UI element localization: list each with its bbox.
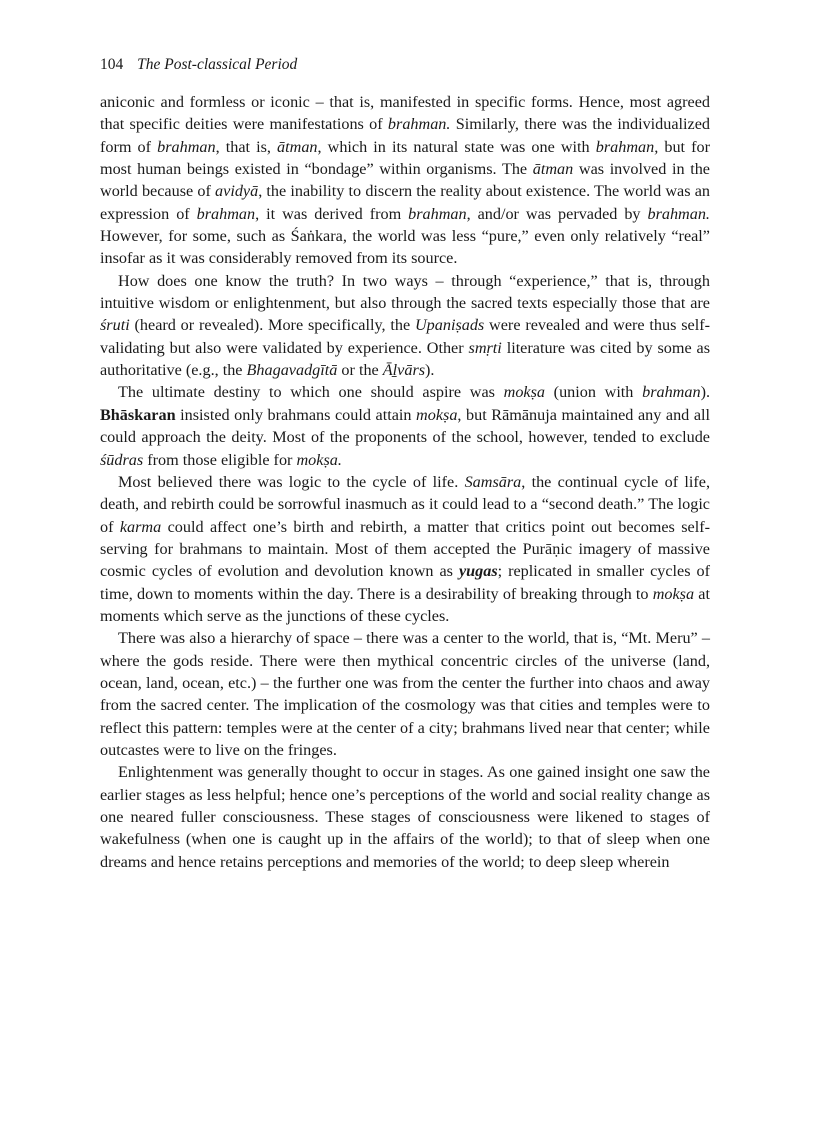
text-run: , the continual cycle of life, death, and rebirth could be sorrowful inasmuch as it could lead to a “second death.” The logic of <box>100 472 711 536</box>
text-run: There was also a hierarchy of space – there was a center to the world, that is, “Mt. Meru” – where the gods reside. There were then mythical concentric circles of the universe (land, ocean, land, ocean, etc.) – the further one was from the center the further into chaos and away from the sacred center. The implication of the cosmology was that cities and temples were to reflect this pattern: temples were at the center of a city; brahmans lived near that center; while outcastes were to live on the fringes. <box>100 629 710 759</box>
running-title: The Post-classical Period <box>137 56 298 73</box>
text-run-italic: brahman, <box>595 137 659 156</box>
text-run: (heard or revealed). More specifically, the <box>129 316 415 335</box>
text-run-italic: ātman <box>532 160 574 179</box>
book-page <box>100 54 710 873</box>
text-run-italic: mokṣa <box>503 383 545 402</box>
paragraph <box>100 270 710 382</box>
text-run: at moments which serve as the junctions of these cycles. <box>100 584 710 625</box>
body-text <box>100 91 710 873</box>
text-run-italic: avidyā <box>215 182 259 201</box>
paragraph <box>100 471 710 627</box>
text-run-italic: Bhagavadgītā <box>246 361 338 380</box>
text-run: from those eligible for <box>143 450 297 469</box>
text-run-italic: brahman <box>642 383 701 402</box>
text-run-italic: mokṣa <box>416 405 458 424</box>
text-run-italic: brahman. <box>387 115 451 134</box>
paragraph <box>100 627 710 761</box>
text-run: (union with <box>545 383 643 402</box>
text-run-italic: Āḻvārs <box>382 361 426 380</box>
text-run-bold-italic: yugas <box>458 562 498 581</box>
text-run: Similarly, there was the individualized form of <box>100 115 711 156</box>
text-run: insisted only brahmans could attain <box>175 405 417 424</box>
page-number: 104 <box>100 56 124 73</box>
text-run: or the <box>337 361 383 380</box>
text-run: , the inability to discern the reality about existence. The world was an expression of <box>100 182 710 223</box>
text-run-italic: mokṣa <box>652 584 695 603</box>
text-run: , but Rāmānuja maintained any and all could approach the deity. Most of the proponents of the school, however, tended to exclude <box>100 405 710 447</box>
text-run-italic: brahman <box>157 137 216 156</box>
text-run-italic: karma <box>119 517 162 536</box>
text-run: ). <box>425 361 435 380</box>
text-run-italic: śūdras <box>100 450 144 469</box>
text-run-italic: brahman <box>196 204 256 223</box>
running-head <box>100 54 710 76</box>
text-run-italic: Samsāra <box>464 472 522 491</box>
text-run: literature was cited by some as authoritative (e.g., the <box>100 338 710 380</box>
text-run: were revealed and were thus self-validating but also were validated by experience. Other <box>100 316 710 357</box>
text-run: Most believed there was logic to the cycle of life. <box>118 472 465 491</box>
text-run: but for most human beings existed in “bondage” within organisms. The <box>100 137 711 179</box>
text-run: aniconic and formless or iconic – that is, manifested in specific forms. Hence, most agreed that specific deities were manifestations of <box>100 93 710 134</box>
text-run-italic: mokṣa. <box>296 450 342 469</box>
text-run: Enlightenment was generally thought to occur in stages. As one gained insight one saw the earlier stages as less helpful; hence one’s perceptions of the world and social reality change as one neared fuller consciousness. These stages of consciousness were likened to stages of wakefulness (when one is caught up in the affairs of the world); to that of sleep when one dreams and hence retains perceptions and memories of the world; to deep sleep wherein <box>100 763 710 871</box>
paragraph <box>100 761 710 873</box>
text-run: ; replicated in smaller cycles of time, down to moments within the day. There is a desirability of breaking through to <box>100 562 710 603</box>
text-run: , that is, <box>215 137 278 156</box>
paragraph <box>100 381 710 470</box>
text-run: , it was derived from <box>255 204 409 223</box>
text-run-italic: ātman <box>277 137 318 156</box>
paragraph <box>100 91 710 270</box>
text-run: , and/or was pervaded by <box>466 204 648 223</box>
text-run-italic: smṛti <box>468 338 502 357</box>
text-run: was involved in the world because of <box>100 160 710 201</box>
text-run-italic: brahman. <box>647 204 710 223</box>
text-run: However, for some, such as Śaṅkara, the world was less “pure,” even only relatively “real” insofar as it was considerably removed from its source. <box>100 227 710 268</box>
text-run: ). <box>700 383 710 402</box>
text-run-italic: Upaniṣads <box>414 316 485 335</box>
text-run: could affect one’s birth and rebirth, a matter that critics point out becomes self-serving for brahmans to maintain. Most of them accepted the Purāṇic imagery of massive cosmic cycles of evolution and devolution known as <box>100 517 710 581</box>
text-run: The ultimate destiny to which one should aspire was <box>118 383 504 402</box>
text-run: How does one know the truth? In two ways – through “experience,” that is, through intuitive wisdom or enlightenment, but also through the sacred texts especially those that are <box>100 271 710 313</box>
text-run-italic: śruti <box>100 316 130 335</box>
bold-wrapper <box>459 562 498 580</box>
text-run-italic: brahman <box>408 204 467 223</box>
text-run-bold: Bhāskaran <box>100 405 176 424</box>
text-run: , which in its natural state was one with <box>317 137 596 156</box>
